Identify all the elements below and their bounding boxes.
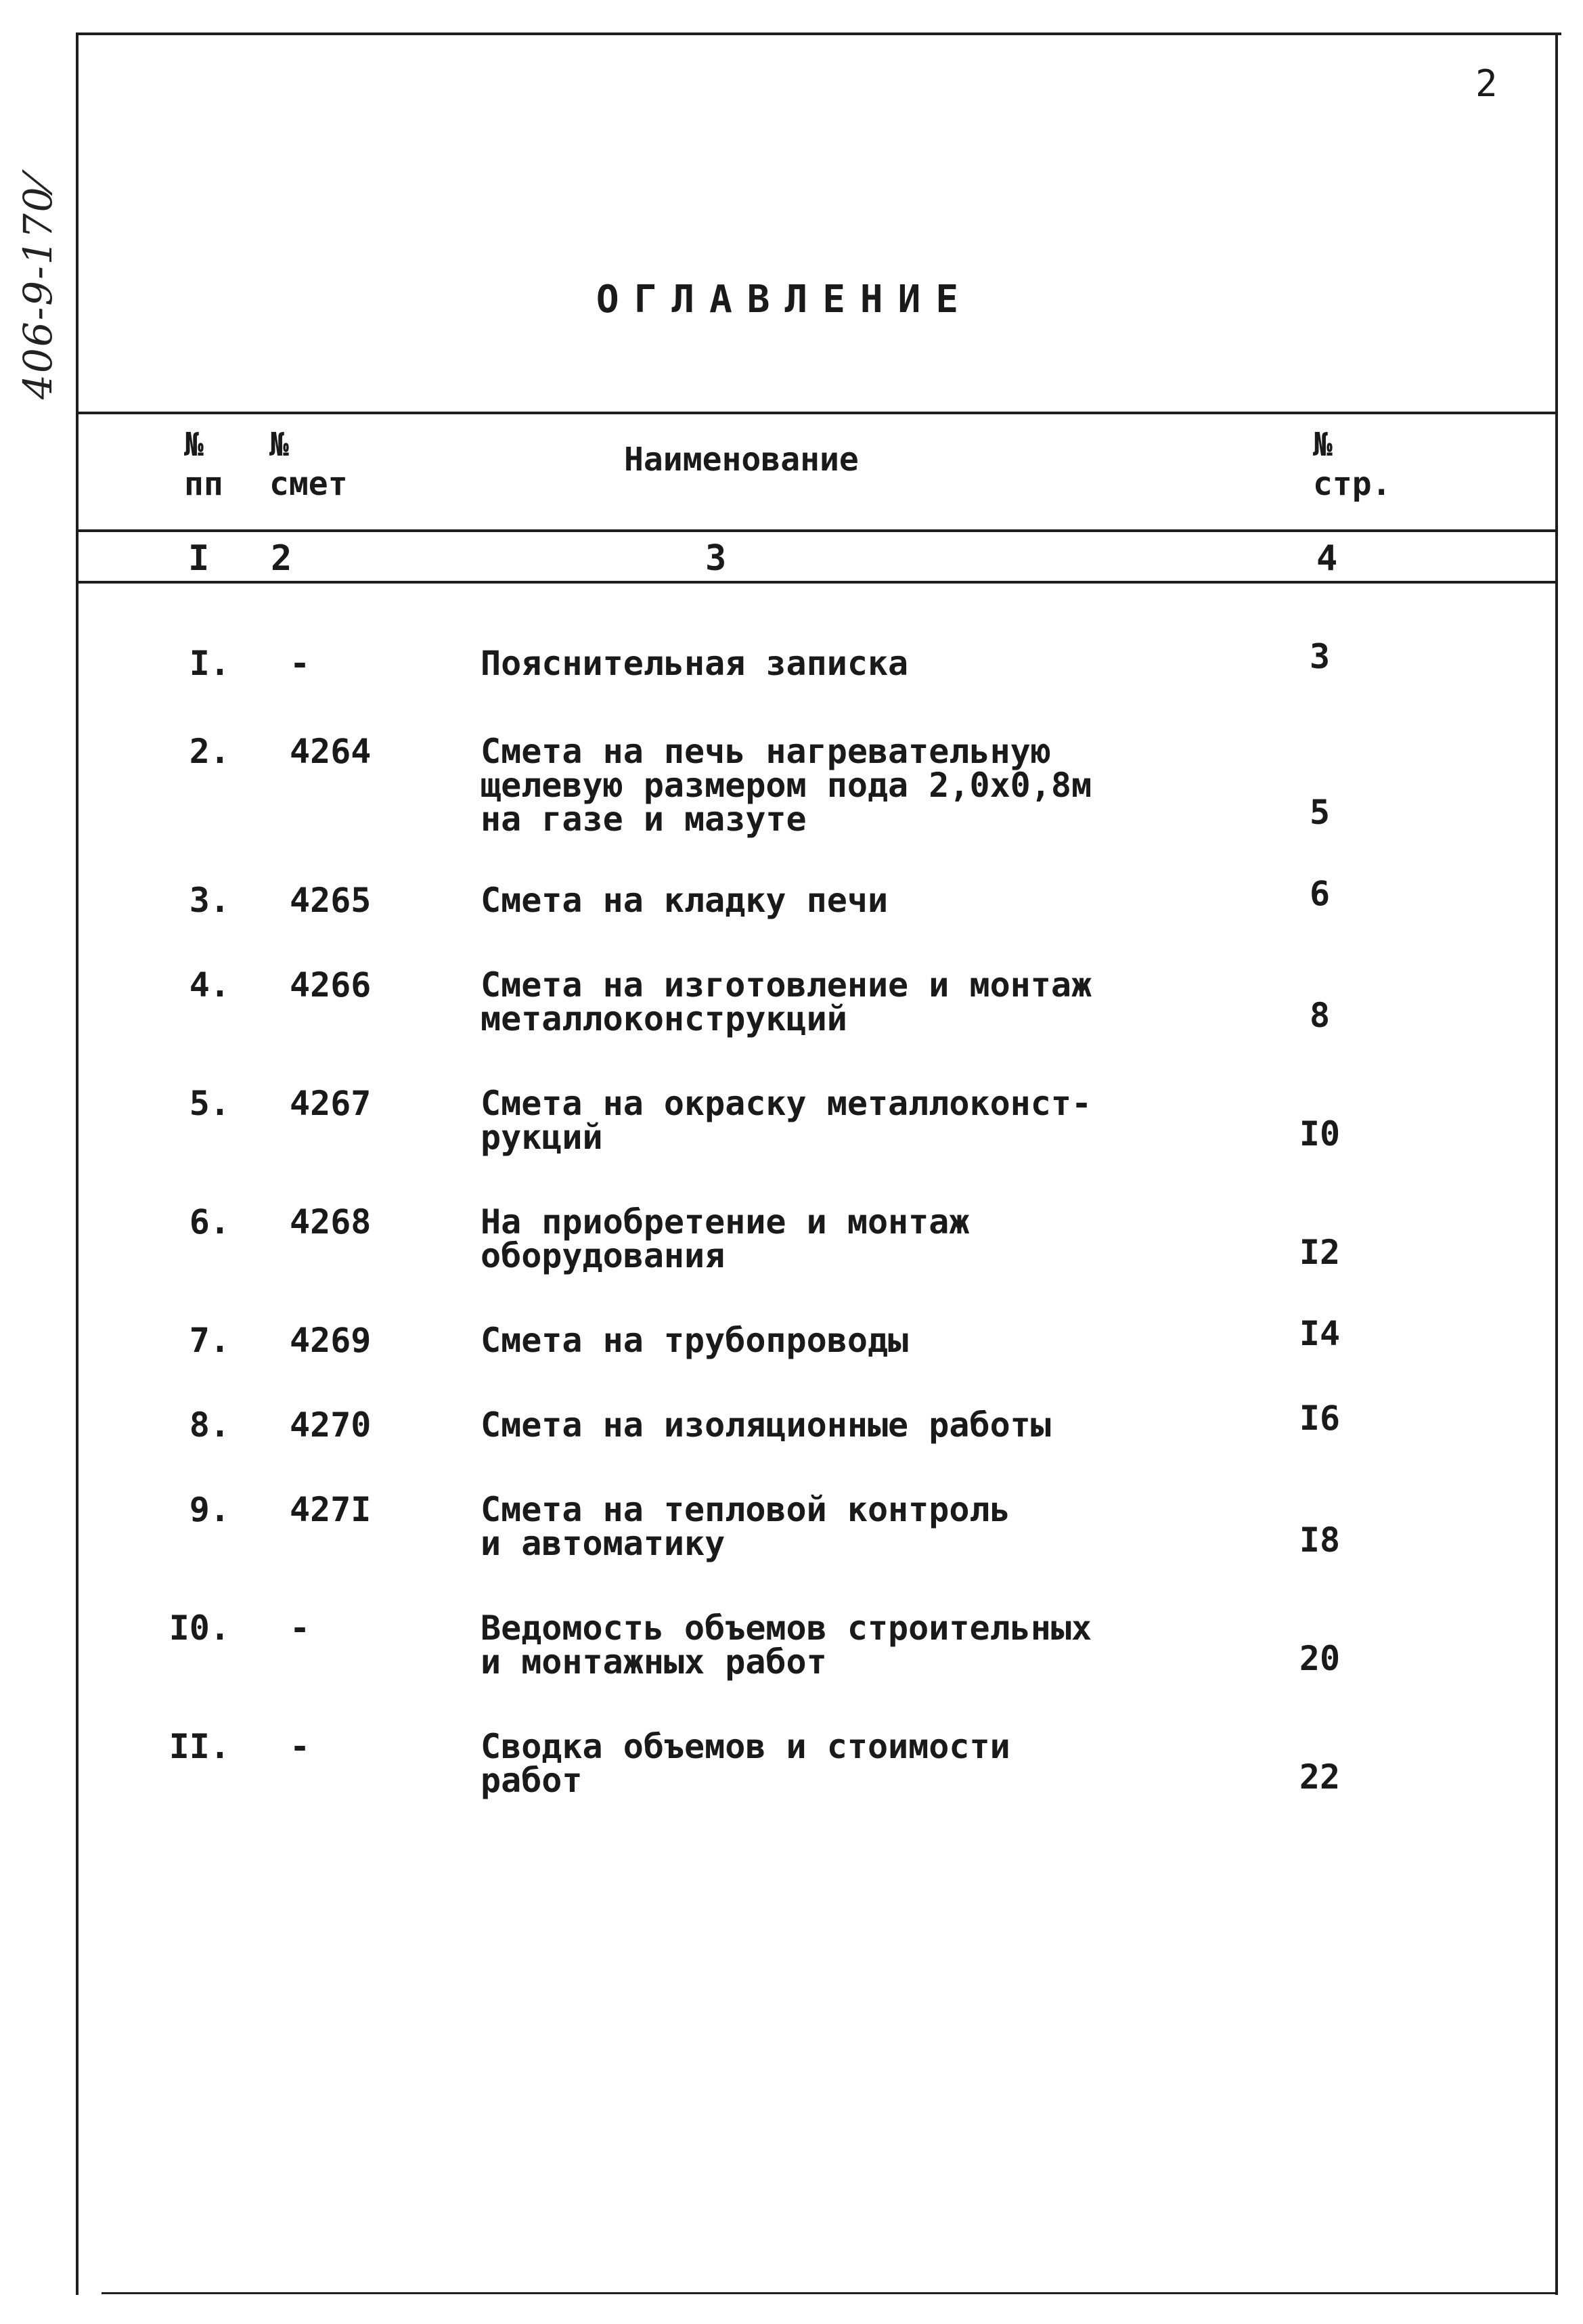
row-name: Ведомость объемов строительных и монтажных работ (481, 1608, 1092, 1682)
row-name: Пояснительная записка (481, 644, 909, 683)
frame-left-border (76, 34, 79, 2295)
row-name: Смета на кладку печи (481, 881, 889, 920)
row-estimate: 427I (290, 1490, 372, 1529)
header-bottom-rule (79, 529, 1557, 532)
row-name: Сводка объемов и стоимости работ (481, 1727, 1010, 1800)
column-number-4: 4 (1316, 538, 1338, 579)
row-estimate: - (290, 1608, 311, 1648)
row-estimate: - (290, 644, 311, 683)
row-page: 6 (1309, 874, 1331, 913)
row-name: Смета на печь нагревательную щелевую размером пода 2,0х0,8м на газе и мазуте (481, 732, 1092, 839)
row-page: 5 (1309, 793, 1331, 832)
row-estimate: 4269 (290, 1321, 372, 1360)
row-name: Смета на тепловой контроль и автоматику (481, 1490, 1010, 1563)
row-number: 5. (189, 1084, 230, 1123)
row-page: 8 (1309, 996, 1331, 1035)
row-name: Смета на окраску металлоконст- рукций (481, 1084, 1092, 1157)
row-page: I4 (1299, 1314, 1341, 1353)
header-col-name: Наименование (624, 441, 859, 479)
row-estimate: 4264 (290, 732, 372, 771)
row-number: 3. (189, 881, 230, 920)
column-number-2: 2 (271, 538, 292, 579)
row-number: 9. (189, 1490, 230, 1529)
row-name: Смета на изготовление и монтаж металлоконструкций (481, 965, 1092, 1038)
page-title (0, 278, 1583, 322)
row-estimate: 4265 (290, 881, 372, 920)
row-number: 8. (189, 1405, 230, 1445)
header-col-number: № пп (184, 426, 223, 503)
row-estimate: - (290, 1727, 311, 1766)
row-number: 6. (189, 1202, 230, 1242)
row-name: Смета на изоляционные работы (481, 1405, 1051, 1445)
row-name: Смета на трубопроводы (481, 1321, 909, 1360)
frame-right-border (1555, 34, 1558, 2295)
row-estimate: 4267 (290, 1084, 372, 1123)
row-estimate: 4270 (290, 1405, 372, 1445)
row-page: I6 (1299, 1399, 1341, 1438)
row-estimate: 4268 (290, 1202, 372, 1242)
column-number-1: I (188, 538, 210, 579)
header-col-estimate: № смет (269, 426, 348, 503)
column-numbers-rule (79, 581, 1557, 584)
row-number: 2. (189, 732, 230, 771)
row-name: На приобретение и монтаж оборудования (481, 1202, 970, 1275)
row-page: 20 (1299, 1639, 1341, 1678)
title-text: ОГЛАВЛЕНИЕ (596, 278, 974, 322)
page-number: 2 (1475, 62, 1498, 105)
row-page: I8 (1299, 1520, 1341, 1560)
row-number: II. (169, 1727, 230, 1766)
table-top-rule (79, 412, 1557, 414)
row-number: 4. (189, 965, 230, 1005)
row-estimate: 4266 (290, 965, 372, 1005)
row-page: 22 (1299, 1757, 1341, 1797)
row-number: I. (189, 644, 230, 683)
margin-code: 406-9-170⁄ (15, 177, 61, 399)
frame-bottom-border (102, 2292, 1557, 2294)
row-page: 3 (1309, 637, 1331, 676)
row-page: I0 (1299, 1114, 1341, 1154)
header-col-page: № стр. (1313, 426, 1391, 503)
column-number-3: 3 (705, 538, 727, 579)
row-page: I2 (1299, 1233, 1341, 1272)
frame-top-border (76, 32, 1561, 35)
row-number: 7. (189, 1321, 230, 1360)
row-number: I0. (169, 1608, 230, 1648)
